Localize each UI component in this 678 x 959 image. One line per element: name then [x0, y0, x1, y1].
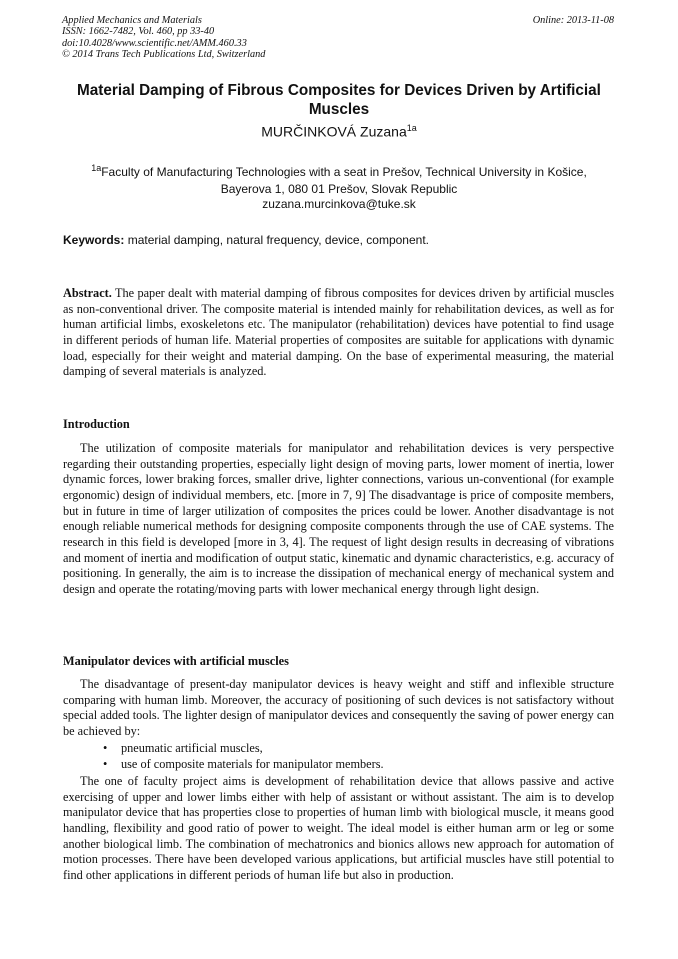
affiliation-line2: Bayerova 1, 080 01 Prešov, Slovak Republic	[220, 182, 458, 196]
manipulator-paragraph-2: The one of faculty project aims is development of rehabilitation device that allows passive and active exercising of upper and lower limbs either with help of assistant or without assistant. The aim is to develop manipulator device that has properties close to properties of human limb with biological muscle, it means good handling, flexibility and good ratio of power to weight. The ideal model is either human arm or leg or some another biological limb. The combination of mechatronics and bionics allows new approach for automation of motion processes. There have been developed various applications, but artificial muscles have still potential to find other applications in different periods of human life but also in production.	[63, 774, 614, 882]
affiliation-sup: 1a	[91, 163, 102, 173]
manipulator-heading: Manipulator devices with artificial muscles	[63, 654, 289, 668]
doi-line: doi:10.4028/www.scientific.net/AMM.460.33	[62, 37, 247, 49]
abstract-text: The paper dealt with material damping of fibrous composites for devices driven by artificial muscles as non-conventional driver. The composite material is intended mainly for rehabilitation devices, as well as for human artificial limbs, exoskeletons etc. The manipulator (rehabilitation) devices have potential to find usage in different periods of human life. Material properties of composites are suitable for applications with dynamic load, especially for their weight and material damping. On the base of experimental measuring, the material damping of several materials is analyzed.	[63, 286, 614, 379]
author-name: MURČINKOVÁ Zuzana	[261, 123, 407, 140]
bullet-icon: •	[103, 756, 108, 771]
author-email[interactable]: zuzana.murcinkova@tuke.sk	[262, 197, 416, 211]
issn-line: ISSN: 1662-7482, Vol. 460, pp 33-40	[62, 26, 215, 38]
keywords	[63, 233, 616, 247]
journal-name: Applied Mechanics and Materials	[62, 15, 202, 26]
introduction-heading: Introduction	[63, 417, 130, 431]
introduction-paragraph: The utilization of composite materials for manipulator and rehabilitation devices is very perspective regarding their outstanding properties, especially light design of moving parts, lower moment of inertia, lower dynamic forces, lower braking forces, smaller drive, lighter connections, various un-conventional (for example ergonomic) design of individual members, etc. [more in 7, 9] The disadvantage is price of composite members, but in future in time of larger utilization of composites the prices could be lower. Another disadvantage is not enough reliable numerical methods for designing composite components through the use of CAE systems. The research in this field is developed [more in 3, 4]. The request of light design results in decreasing of vibrations and moment of inertia and modification of output static, kinematic and dynamic characteristics, e.g. accuracy of positioning. In generally, the aim is to increase the dissipation of mechanical energy of mechanical system and design and operate the rotating/moving parts with lower mechanical energy through light design.	[63, 441, 614, 596]
bullet-list	[63, 741, 384, 772]
paper-title: Material Damping of Fibrous Composites for Devices Driven by Artificial Muscles	[77, 82, 601, 118]
manipulator-paragraph-1: The disadvantage of present-day manipulator devices is heavy weight and stiff and inflexible structure comparing with human limb. Moreover, the accuracy of positioning of such devices is not satisfactory without special added tools. The lighter design of manipulator devices and consequently the saving of power energy can be achieved by:	[63, 677, 614, 738]
copyright-line: © 2014 Trans Tech Publications Ltd, Switzerland	[62, 48, 266, 60]
author-sup: 1a	[406, 123, 417, 133]
online-date: Online: 2013-11-08	[532, 15, 614, 26]
affiliation-line1: Faculty of Manufacturing Technologies with a seat in Prešov, Technical University in Košice,	[101, 165, 587, 179]
abstract	[63, 286, 614, 380]
journal-header	[62, 15, 614, 60]
list-item: • pneumatic artificial muscles,	[103, 741, 263, 755]
list-item: • use of composite materials for manipulator members.	[103, 756, 384, 771]
author	[62, 123, 616, 140]
keywords-text: material damping, natural frequency, device, component.	[127, 233, 429, 247]
bullet-icon: •	[103, 741, 108, 755]
keywords-label: Keywords:	[63, 233, 125, 247]
abstract-label: Abstract.	[63, 286, 112, 300]
affiliation	[62, 160, 616, 198]
